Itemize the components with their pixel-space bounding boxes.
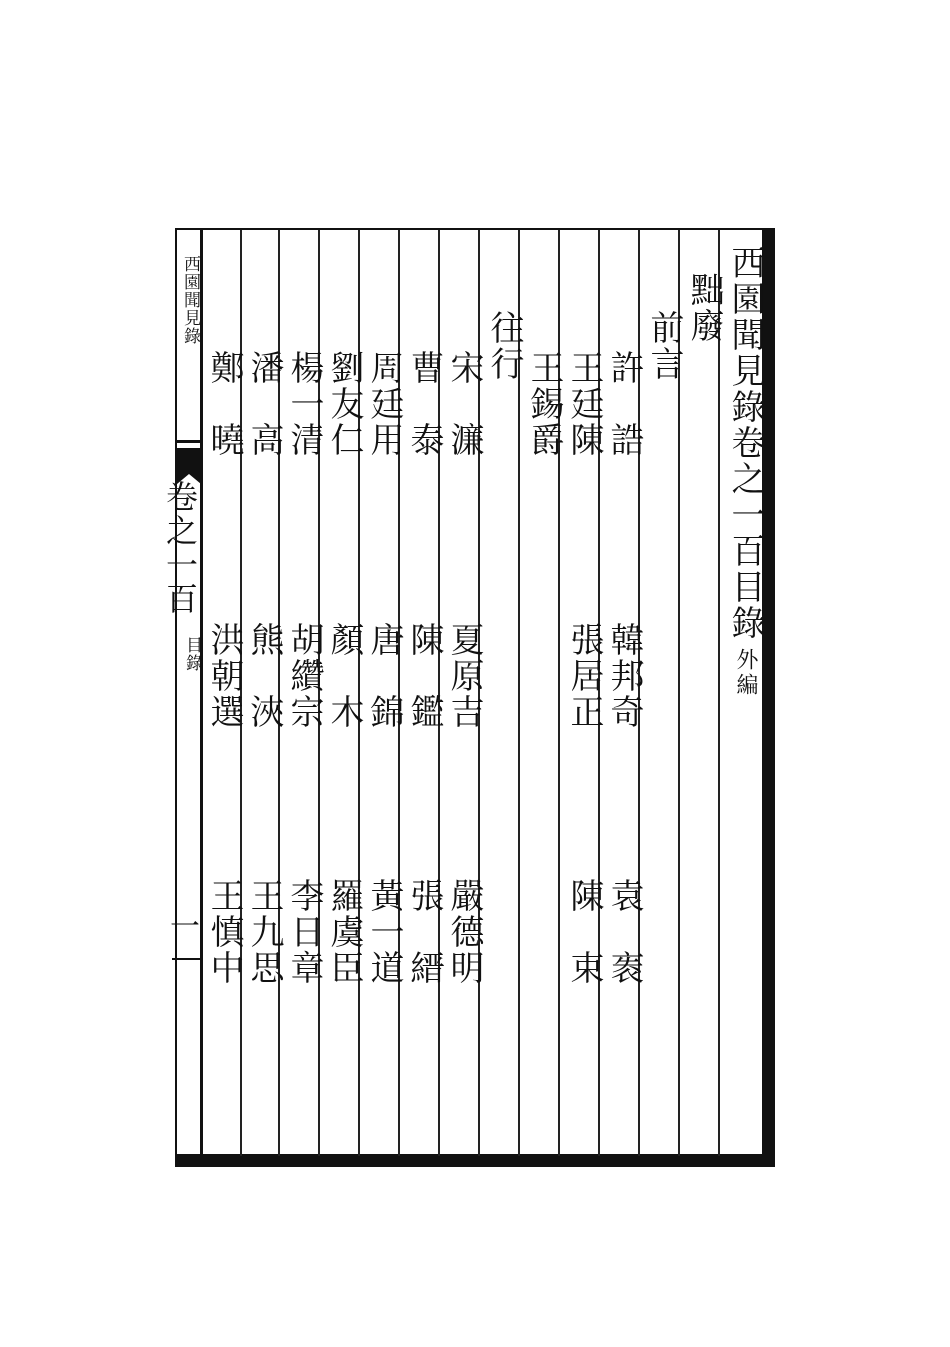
document-title: 西園聞見錄卷之一百目錄: [725, 245, 765, 641]
subsection-heading: 前言: [644, 310, 684, 382]
gutter-volume: 卷之一百: [161, 480, 199, 616]
entry-name: 陳 鑑: [404, 622, 444, 730]
entry-name: 王九思: [244, 878, 284, 986]
entry-name: 周廷用: [364, 350, 404, 458]
gutter-section: 目錄: [182, 636, 202, 672]
entry-name: 張居正: [564, 622, 604, 730]
entry-name: 嚴德明: [444, 878, 484, 986]
column-rule: [718, 230, 720, 1156]
entry-name: 胡纘宗: [284, 622, 324, 730]
entry-name: 熊 浹: [244, 622, 284, 730]
entry-name: 洪朝選: [204, 622, 244, 730]
entry-name: 張 縉: [404, 878, 444, 986]
entry-name: 鄭 曉: [204, 350, 244, 458]
entry-name: 夏原吉: [444, 622, 484, 730]
entry-name: 王錫爵: [524, 350, 564, 458]
entry-name: 王廷陳: [564, 350, 604, 458]
entry-name: 許 誥: [604, 350, 644, 458]
gutter-book-title: 西園聞見錄: [180, 255, 200, 345]
entry-name: 曹 泰: [404, 350, 444, 458]
entry-name: 黃一道: [364, 878, 404, 986]
section-heading: 往行: [484, 310, 524, 382]
entry-name: 陳 束: [564, 878, 604, 986]
frame-left: [175, 228, 177, 1167]
frame-bottom-heavy: [175, 1154, 775, 1167]
entry-name: 羅虞臣: [324, 878, 364, 986]
gutter-page-number: 一: [164, 910, 199, 942]
entry-name: 顏 木: [324, 622, 364, 730]
entry-name: 王慎中: [204, 878, 244, 986]
gutter-page-rule: [172, 958, 202, 960]
frame-top: [175, 228, 775, 230]
fishtail-mark: [177, 448, 201, 474]
section-heading: 黜廢: [684, 272, 724, 344]
entry-name: 潘 高: [244, 350, 284, 458]
gutter-divider: [177, 440, 201, 443]
entry-name: 劉友仁: [324, 350, 364, 458]
entry-name: 唐 錦: [364, 622, 404, 730]
entry-name: 李日章: [284, 878, 324, 986]
entry-name: 楊一清: [284, 350, 324, 458]
gutter-rule: [200, 230, 203, 1156]
edition-note: 外編: [733, 648, 758, 698]
entry-name: 韓邦奇: [604, 622, 644, 730]
entry-name: 宋 濂: [444, 350, 484, 458]
entry-name: 袁 袠: [604, 878, 644, 986]
